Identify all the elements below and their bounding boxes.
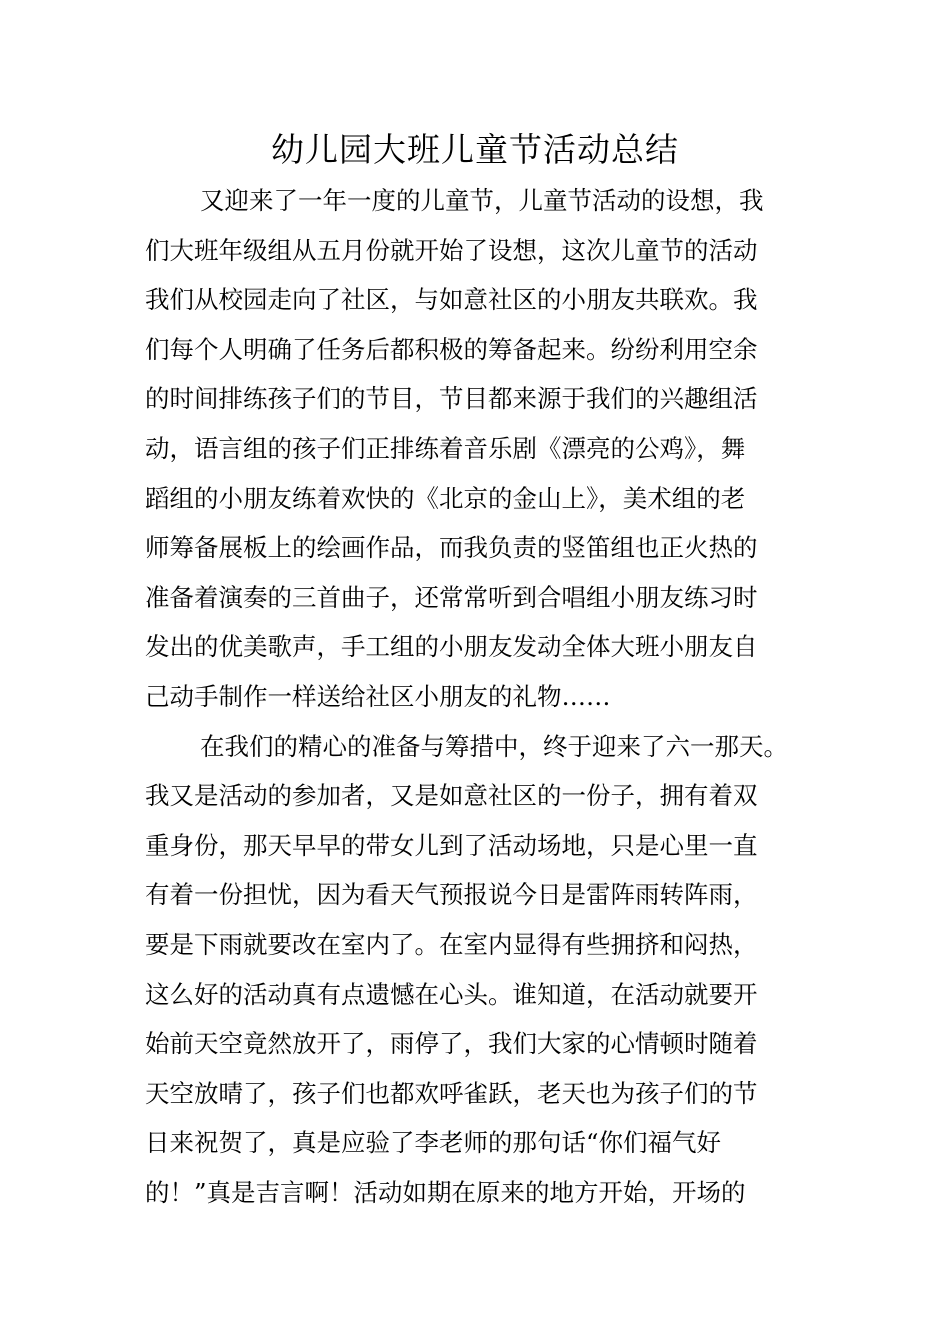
paragraph-2-line: 有着一份担忧，因为看天气预报说今日是雷阵雨转阵雨， (145, 880, 758, 910)
document-body (145, 176, 815, 1217)
paragraph-1-line: 又迎来了一年一度的儿童节，儿童节活动的设想，我 (200, 186, 764, 215)
document-title: 幼儿园大班儿童节活动总结 (271, 130, 679, 169)
paragraph-2-line: 我又是活动的参加者，又是如意社区的一份子，拥有着双 (145, 781, 758, 811)
paragraph-1-line: 己动手制作一样送给社区小朋友的礼物…… (145, 681, 611, 711)
paragraph-1-line: 蹈组的小朋友练着欢快的《北京的金山上》，美术组的老 (145, 483, 746, 513)
paragraph-1-line: 准备着演奏的三首曲子，还常常听到合唱组小朋友练习时 (145, 582, 758, 612)
paragraph-2-line: 要是下雨就要改在室内了。在室内显得有些拥挤和闷热， (145, 929, 758, 959)
paragraph-2-line: 日来祝贺了，真是应验了李老师的那句话“你们福气好 (145, 1128, 722, 1158)
paragraph-2-line: 在我们的精心的准备与筹措中，终于迎来了六一那天。 (200, 731, 788, 761)
paragraph-2-line: 天空放晴了，孩子们也都欢呼雀跃，老天也为孩子们的节 (145, 1078, 758, 1108)
paragraph-2-line: 重身份，那天早早的带女儿到了活动场地，只是心里一直 (145, 830, 758, 860)
paragraph-2-line: 这么好的活动真有点遗憾在心头。谁知道，在活动就要开 (145, 979, 758, 1009)
paragraph-1-line: 的时间排练孩子们的节目，节目都来源于我们的兴趣组活 (145, 384, 758, 414)
paragraph-1-line: 发出的优美歌声，手工组的小朋友发动全体大班小朋友自 (145, 632, 758, 662)
paragraph-1-line: 师筹备展板上的绘画作品，而我负责的竖笛组也正火热的 (145, 533, 758, 563)
paragraph-2-line: 始前天空竟然放开了，雨停了，我们大家的心情顿时随着 (145, 1029, 758, 1059)
paragraph-1-line: 动，语言组的孩子们正排练着音乐剧《漂亮的公鸡》，舞 (145, 433, 746, 463)
paragraph-1-line: 们大班年级组从五月份就开始了设想，这次儿童节的活动 (145, 235, 758, 265)
paragraph-1-line: 我们从校园走向了社区，与如意社区的小朋友共联欢。我 (145, 285, 758, 315)
paragraph-2-line: 的！”真是吉言啊！活动如期在原来的地方开始，开场的 (145, 1177, 746, 1207)
paragraph-1-line: 们每个人明确了任务后都积极的筹备起来。纷纷利用空余 (145, 334, 758, 364)
